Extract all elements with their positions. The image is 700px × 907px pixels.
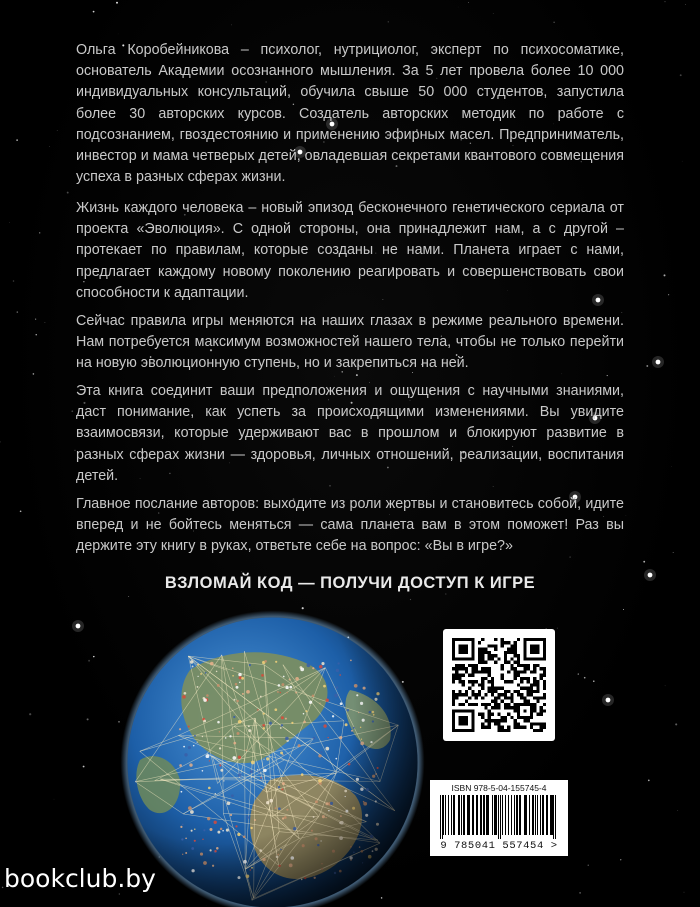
description-paragraph-4: Главное послание авторов: выходите из роли жертвы и становитесь собой, идите вперед и не бойтесь меняться — сама планета вам в этом поможет! Раз вы держите эту книгу в руках, ответьте себе на вопрос: «Вы в игре?» xyxy=(76,496,624,555)
author-bio: Ольга Коробейникова – психолог, нутрициолог, эксперт по психосоматике, основатель Академии осознанного мышления. За 5 лет провела более 10 000 индивидуальных консультаций, обучила свыше 50 000 студентов, запустила более 30 авторских курсов. Создатель авторских методик по работе с подсознанием, гвоздестоянию и применению эфирных масел. Предприниматель, инвестор и мама четверых детей, овладевшая секретами квантового совмещения успеха в разных сферах жизни. xyxy=(76,42,624,186)
qr-code[interactable] xyxy=(443,629,555,741)
barcode-icon xyxy=(438,795,560,839)
description-paragraph-3: Эта книга соединит ваши предположения и ощущения с научными знаниями, даст понимание, как успеть за происходящими изменениями. Вы увидите взаимосвязи, которые удерживают вас в прошлом и блокируют развитие в разных сферах жизни — здоровья, личных отношений, реализации, воспитания детей. xyxy=(76,383,624,484)
watermark-text: bookclub.by xyxy=(4,864,156,893)
slogan-headline: ВЗЛОМАЙ КОД — ПОЛУЧИ ДОСТУП К ИГРЕ xyxy=(164,574,536,592)
earth-globe-image xyxy=(120,610,425,907)
barcode-digits: 9 785041 557454 > xyxy=(440,840,558,852)
qr-code-icon xyxy=(452,638,546,732)
isbn-barcode-label xyxy=(430,780,568,856)
description-paragraph-2: Сейчас правила игры меняются на наших глазах в режиме реального времени. Нам потребуется максимум возможностей нашего тела, чтобы не только перейти на новую эволюционную ступень, но и закрепиться на ней. xyxy=(76,313,624,372)
description-paragraph-1: Жизнь каждого человека – новый эпизод бесконечного генетического сериала от проекта «Эволюция». С одной стороны, она принадлежит нам, а с другой – протекает по правилам, которые созданы не нами. Планета играет с нами, предлагает каждому новому поколению реагировать и совершенствовать свои способности к адаптации. xyxy=(76,200,624,301)
isbn-number: ISBN 978-5-04-155745-4 xyxy=(451,783,547,793)
